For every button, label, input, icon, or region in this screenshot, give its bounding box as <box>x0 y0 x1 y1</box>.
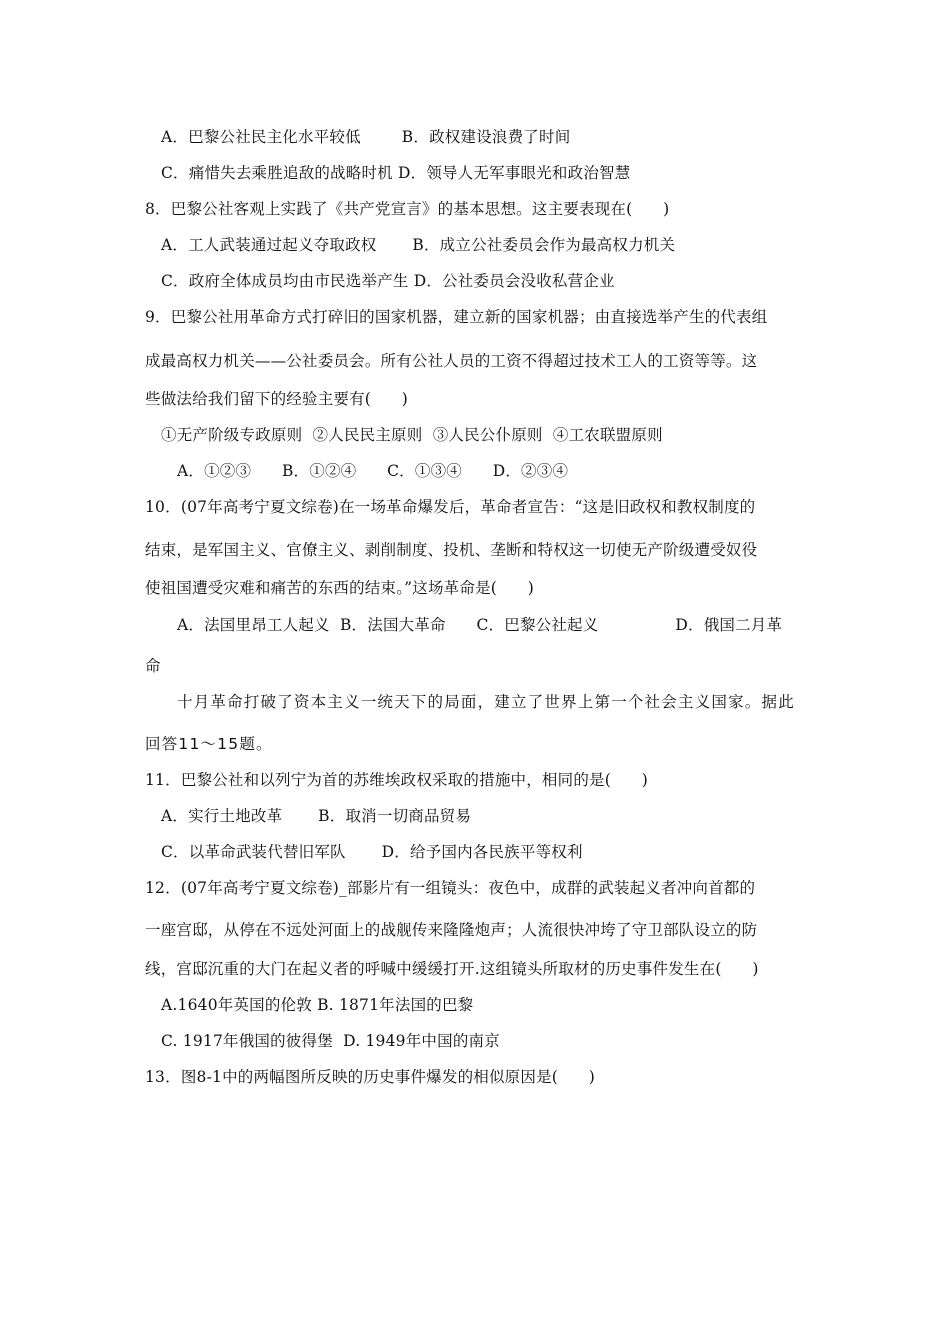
q12-options-cd: C. 1917年俄国的彼得堡 D. 1949年中国的南京 <box>161 1032 500 1050</box>
q12-stem-line-2: 一座宫邸，从停在不远处河面上的战舰传来隆隆炮声；人流很快冲垮了守卫部队设立的防 <box>145 921 758 939</box>
q9-stem-line-1: 9．巴黎公社用革命方式打碎旧的国家机器，建立新的国家机器；由直接选举产生的代表组 <box>145 308 768 326</box>
q10-stem-line-2: 结束，是军国主义、官僚主义、剥削制度、投机、垄断和特权这一切使无产阶级遭受奴役 <box>145 541 758 559</box>
q10-stem-line-3: 使祖国遭受灾难和痛苦的东西的结束。”这场革命是( ) <box>145 579 535 597</box>
q11-options-ab: A．实行土地改革 B．取消一切商品贸易 <box>161 807 472 825</box>
q9-stem-line-3: 些做法给我们留下的经验主要有( ) <box>145 390 409 408</box>
q9-options: A．①②③ B．①②④ C．①③④ D．②③④ <box>177 462 569 480</box>
q12-options-ab: A.1640年英国的伦敦 B. 1871年法国的巴黎 <box>161 996 474 1014</box>
q10-stem-line-1: 10．(07年高考宁夏文综卷)在一场革命爆发后，革命者宣告：“这是旧政权和教权制度的 <box>145 498 756 516</box>
q10-options-wrap: 命 <box>145 657 161 675</box>
q10-options: A．法国里昂工人起义 B．法国大革命 C．巴黎公社起义 D．俄国二月革 <box>177 616 783 634</box>
q12-stem-line-1: 12．(07年高考宁夏文综卷)_部影片有一组镜头：夜色中，成群的武装起义者冲向首都的 <box>145 879 756 897</box>
q7-options-cd: C．痛惜失去乘胜追敌的战略时机 D．领导人无军事眼光和政治智慧 <box>161 164 631 182</box>
q12-stem-line-3: 线，宫邸沉重的大门在起义者的呼喊中缓缓打开.这组镜头所取材的历史事件发生在( ) <box>145 960 759 978</box>
q8-stem: 8．巴黎公社客观上实践了《共产党宣言》的基本思想。这主要表现在( ) <box>145 200 670 218</box>
q11-stem: 11．巴黎公社和以列宁为首的苏维埃政权采取的措施中，相同的是( ) <box>145 771 648 789</box>
q9-statements: ①无产阶级专政原则 ②人民民主原则 ③人民公仆原则 ④工农联盟原则 <box>161 426 663 444</box>
q7-options-ab: A．巴黎公社民主化水平较低 B．政权建设浪费了时间 <box>161 128 571 146</box>
q8-options-ab: A．工人武装通过起义夺取政权 B．成立公社委员会作为最高权力机关 <box>161 236 676 254</box>
q13-stem: 13．图8-1中的两幅图所反映的历史事件爆发的相似原因是( ) <box>145 1068 596 1086</box>
passage-line-1: 十月革命打破了资本主义一统天下的局面，建立了世界上第一个社会主义国家。据此 <box>177 693 795 711</box>
q11-options-cd: C．以革命武装代替旧军队 D．给予国内各民族平等权利 <box>161 843 583 861</box>
passage-line-2: 回答11～15题。 <box>145 735 273 753</box>
q9-stem-line-2: 成最高权力机关——公社委员会。所有公社人员的工资不得超过技术工人的工资等等。这 <box>145 352 758 370</box>
q8-options-cd: C．政府全体成员均由市民选举产生 D．公社委员会没收私营企业 <box>161 272 615 290</box>
